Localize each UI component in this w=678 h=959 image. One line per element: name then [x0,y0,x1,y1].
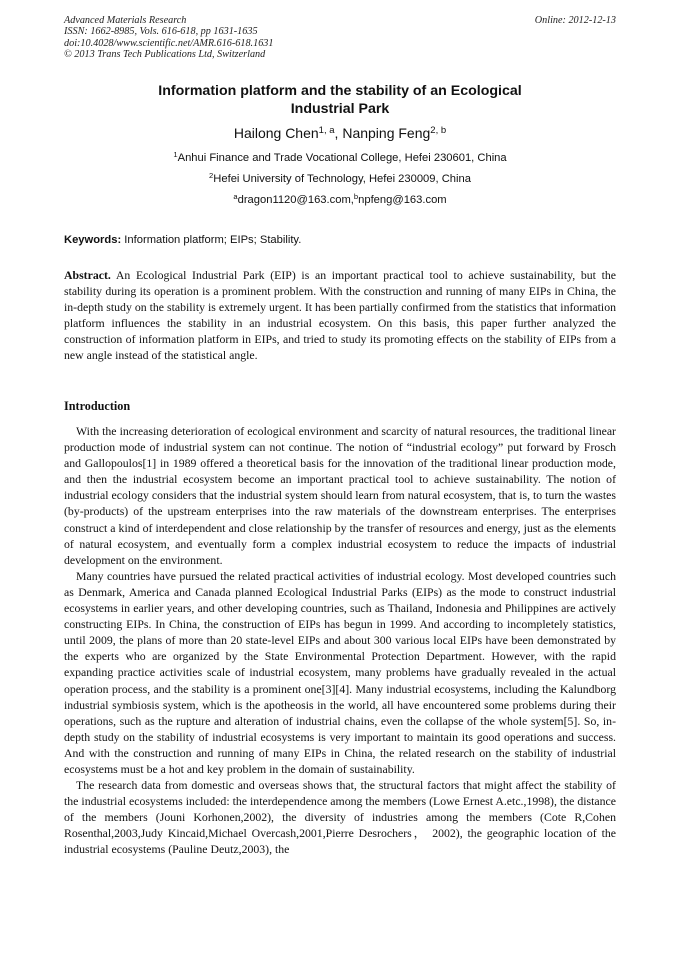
journal-name: Advanced Materials Research [64,15,187,26]
email-link[interactable]: npfeng@163.com [358,194,447,206]
paragraph: The research data from domestic and overseas shows that, the structural factors that might affect the stability of the industrial ecosystems included: the interdependence among the members (Lowe Ernest A.etc.,1998), the distance of the members (Jouni Korhonen,2002), the diversity of industries among the members (Cote R,Cohen Rosenthal,2003,Judy Kincaid,Michael Overcash,2001,Pierre Desrochers， 2002), the geographic location of the industrial ecosystems (Pauline Deutz,2003), the [64,778,616,857]
paper-title-line-2: Industrial Park [290,101,390,117]
author-name: Hailong Chen [233,125,319,141]
keywords-label: Keywords: [64,234,122,246]
online-date: Online: 2012-12-13 [534,15,616,26]
email-link[interactable]: dragon1120@163.com, [237,194,354,206]
affiliation-text: Hefei University of Technology, Hefei 230009, China [213,173,471,185]
affiliation-1 [64,151,616,165]
author-list [64,124,616,142]
paper-title-line-1: Information platform and the stability of an Ecological [158,83,522,99]
journal-copyright: © 2013 Trans Tech Publications Ltd, Switzerland [64,49,266,61]
email-marker: b [353,191,359,201]
affiliation-2 [64,172,616,186]
paragraph: Many countries have pursued the related practical activities of industrial ecology. Most developed countries such as Denmark, America and Canada planned Ecological Industrial Parks (EIPs) as the mode to construct industrial ecosystems in earlier years, and other developing countries, such as Thailand, Indonesia and Philippines are actively constructing EIPs. In China, the construction of EIPs has begun in 1999. And according to incompletely statistics, until 2009, the plans of more than 20 state-level EIPs and about 300 various local EIPs have been demonstrated by the experts who are organized by the State Environmental Protection Department. However, with the rapid expanding practice activities scale of industrial ecosystem, many problems have gradually revealed in the actual operation process, and the stability is a prominent one[3][4]. Many industrial ecosystems, including the Kalundborg industrial symbiosis system, which is the apotheosis in the world, all have encountered some problems during their operations, such as the rupture and alteration of industrial chains, even the collapse of the whole system[5]. So, in-depth study on the stability of industrial ecosystems is very important to maintain its good operations and success. And with the construction and running of many EIPs in China, the related research on the stability of industrial ecosystems must be a hot and key problem in the domain of sustainability. [64,568,616,776]
author-name: Nanping Feng [342,125,431,141]
keywords [64,233,616,247]
paragraph: With the increasing deterioration of ecological environment and scarcity of natural resources, the traditional linear production mode of industrial system can not continue. The notion of “industrial ecology” put forward by Frosch and Gallopoulos[1] in 1989 offered a theoretical basis for the innovation of the traditional linear production mode, and then the industrial ecosystem become an important practical tool to achieve sustainability. The notion of industrial ecology considers that the industrial system should learn from natural ecosystem, that is, to turn the wastes (by-products) of the upstream enterprises into the raw materials of the downstream enterprises. The enterprises construct a kind of interdependent and close relationship by the transfer of resources and energy, just as the elements of natural ecosystem, and eventually form a complex industrial ecosystem to reduce the impacts of industrial development on the environment. [64,424,616,567]
affiliation-marker: 2 [209,170,214,180]
author-separator: , [334,125,343,141]
journal-header [64,15,616,61]
abstract-label: Abstract. [64,268,111,282]
paper-title [64,82,616,118]
abstract-text: An Ecological Industrial Park (EIP) is an important practical tool to achieve sustainability, but the stability during its operation is a prominent problem. With the construction and running of many EIPs in China, the in-depth study on the stability is extremely urgent. It has been partially confirmed from the statistics that information platform influences the stability in an industrial ecosystem. On this basis, this paper further analyzed the construction of information platform in EIPs, and tried to study its promoting effects on the stability of EIPs from a new angle instead of the statistical angle. [64,268,616,363]
author-affiliation-marker: 1, a [318,124,335,136]
section-heading-introduction: Introduction [64,399,131,413]
affiliation-marker: 1 [173,149,178,159]
introduction-body [64,423,616,858]
keywords-text: Information platform; EIPs; Stability. [121,234,302,246]
journal-issn: ISSN: 1662-8985, Vols. 616-618, pp 1631-1635 [64,26,258,38]
abstract [64,267,616,364]
author-affiliation-marker: 2, b [430,124,447,136]
author-emails [64,193,616,207]
email-marker: a [233,191,238,201]
journal-doi: doi:10.4028/www.scientific.net/AMR.616-618.1631 [64,37,274,49]
affiliation-text: Anhui Finance and Trade Vocational College, Hefei 230601, China [177,152,507,164]
